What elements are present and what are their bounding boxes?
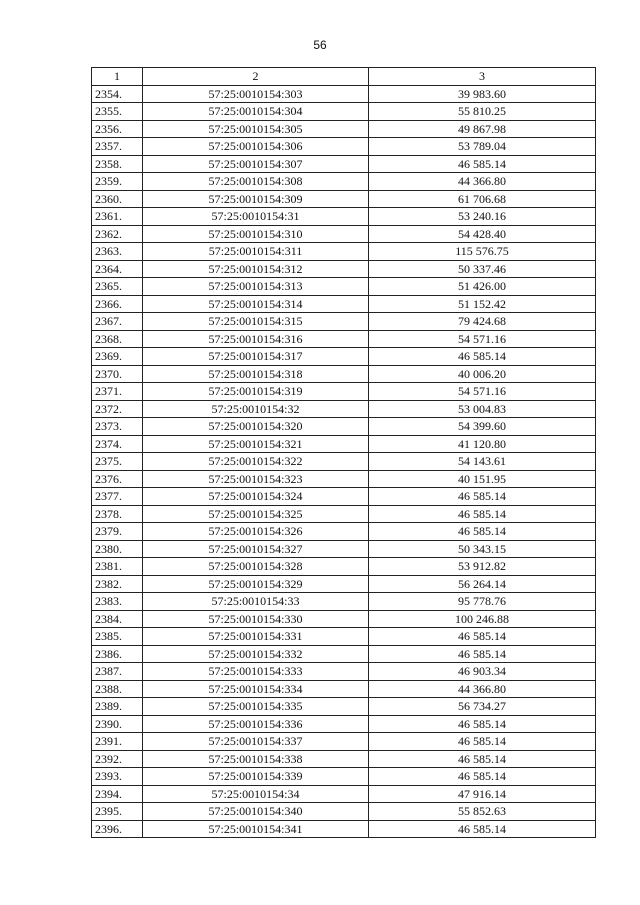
row-number-cell: 2377. (92, 488, 143, 506)
table-row (92, 820, 596, 838)
table-row (92, 628, 596, 646)
value-cell: 39 983.60 (369, 85, 596, 103)
row-number-cell: 2362. (92, 225, 143, 243)
table-row (92, 243, 596, 261)
table-row (92, 260, 596, 278)
table-row (92, 523, 596, 541)
row-number-cell: 2379. (92, 523, 143, 541)
value-cell: 46 585.14 (369, 505, 596, 523)
table-row (92, 365, 596, 383)
cadastral-number-cell: 57:25:0010154:317 (143, 348, 369, 366)
table-row (92, 733, 596, 751)
row-number-cell: 2383. (92, 593, 143, 611)
row-number-cell: 2387. (92, 663, 143, 681)
row-number-cell: 2360. (92, 190, 143, 208)
table-row (92, 348, 596, 366)
row-number-cell: 2368. (92, 330, 143, 348)
row-number-cell: 2365. (92, 278, 143, 296)
table-row (92, 103, 596, 121)
table-row (92, 558, 596, 576)
table-row (92, 470, 596, 488)
row-number-cell: 2386. (92, 645, 143, 663)
value-cell: 46 585.14 (369, 155, 596, 173)
row-number-cell: 2394. (92, 785, 143, 803)
cadastral-number-cell: 57:25:0010154:315 (143, 313, 369, 331)
cadastral-number-cell: 57:25:0010154:329 (143, 575, 369, 593)
row-number-cell: 2390. (92, 715, 143, 733)
cadastral-number-cell: 57:25:0010154:324 (143, 488, 369, 506)
cadastral-number-cell: 57:25:0010154:308 (143, 173, 369, 191)
row-number-cell: 2376. (92, 470, 143, 488)
cadastral-number-cell: 57:25:0010154:334 (143, 680, 369, 698)
table-row (92, 803, 596, 821)
row-number-cell: 2356. (92, 120, 143, 138)
table-row (92, 400, 596, 418)
value-cell: 95 778.76 (369, 593, 596, 611)
table-row (92, 785, 596, 803)
column-header-1: 1 (92, 68, 143, 86)
value-cell: 44 366.80 (369, 680, 596, 698)
cadastral-number-cell: 57:25:0010154:305 (143, 120, 369, 138)
row-number-cell: 2370. (92, 365, 143, 383)
value-cell: 79 424.68 (369, 313, 596, 331)
value-cell: 50 337.46 (369, 260, 596, 278)
value-cell: 53 789.04 (369, 138, 596, 156)
row-number-cell: 2392. (92, 750, 143, 768)
column-header-2: 2 (143, 68, 369, 86)
cadastral-number-cell: 57:25:0010154:313 (143, 278, 369, 296)
value-cell: 115 576.75 (369, 243, 596, 261)
value-cell: 46 585.14 (369, 733, 596, 751)
value-cell: 40 006.20 (369, 365, 596, 383)
table-row (92, 208, 596, 226)
value-cell: 54 399.60 (369, 418, 596, 436)
row-number-cell: 2382. (92, 575, 143, 593)
value-cell: 46 585.14 (369, 523, 596, 541)
column-header-3: 3 (369, 68, 596, 86)
cadastral-number-cell: 57:25:0010154:312 (143, 260, 369, 278)
cadastral-number-cell: 57:25:0010154:304 (143, 103, 369, 121)
row-number-cell: 2391. (92, 733, 143, 751)
row-number-cell: 2374. (92, 435, 143, 453)
row-number-cell: 2361. (92, 208, 143, 226)
table-row (92, 313, 596, 331)
row-number-cell: 2354. (92, 85, 143, 103)
value-cell: 46 585.14 (369, 645, 596, 663)
table-header-row (92, 68, 596, 86)
value-cell: 54 571.16 (369, 383, 596, 401)
value-cell: 53 004.83 (369, 400, 596, 418)
value-cell: 55 852.63 (369, 803, 596, 821)
value-cell: 56 734.27 (369, 698, 596, 716)
cadastral-number-cell: 57:25:0010154:316 (143, 330, 369, 348)
cadastral-number-cell: 57:25:0010154:322 (143, 453, 369, 471)
value-cell: 46 585.14 (369, 488, 596, 506)
cadastral-number-cell: 57:25:0010154:34 (143, 785, 369, 803)
row-number-cell: 2369. (92, 348, 143, 366)
value-cell: 46 585.14 (369, 715, 596, 733)
cadastral-number-cell: 57:25:0010154:331 (143, 628, 369, 646)
table-row (92, 85, 596, 103)
table-row (92, 453, 596, 471)
cadastral-number-cell: 57:25:0010154:339 (143, 768, 369, 786)
row-number-cell: 2375. (92, 453, 143, 471)
table-row (92, 575, 596, 593)
cadastral-number-cell: 57:25:0010154:326 (143, 523, 369, 541)
value-cell: 46 903.34 (369, 663, 596, 681)
cadastral-number-cell: 57:25:0010154:336 (143, 715, 369, 733)
row-number-cell: 2371. (92, 383, 143, 401)
value-cell: 61 706.68 (369, 190, 596, 208)
row-number-cell: 2355. (92, 103, 143, 121)
cadastral-number-cell: 57:25:0010154:327 (143, 540, 369, 558)
cadastral-number-cell: 57:25:0010154:311 (143, 243, 369, 261)
table-row (92, 418, 596, 436)
value-cell: 50 343.15 (369, 540, 596, 558)
page-number: 56 (313, 38, 327, 52)
value-cell: 54 428.40 (369, 225, 596, 243)
cadastral-number-cell: 57:25:0010154:31 (143, 208, 369, 226)
table-row (92, 383, 596, 401)
row-number-cell: 2380. (92, 540, 143, 558)
table-row (92, 278, 596, 296)
row-number-cell: 2363. (92, 243, 143, 261)
value-cell: 54 571.16 (369, 330, 596, 348)
row-number-cell: 2367. (92, 313, 143, 331)
cadastral-number-cell: 57:25:0010154:333 (143, 663, 369, 681)
value-cell: 53 912.82 (369, 558, 596, 576)
cadastral-number-cell: 57:25:0010154:319 (143, 383, 369, 401)
row-number-cell: 2395. (92, 803, 143, 821)
table-row (92, 768, 596, 786)
cadastral-number-cell: 57:25:0010154:332 (143, 645, 369, 663)
table-row (92, 435, 596, 453)
value-cell: 100 246.88 (369, 610, 596, 628)
table-row (92, 138, 596, 156)
cadastral-number-cell: 57:25:0010154:328 (143, 558, 369, 576)
value-cell: 49 867.98 (369, 120, 596, 138)
cadastral-number-cell: 57:25:0010154:318 (143, 365, 369, 383)
table-row (92, 610, 596, 628)
cadastral-number-cell: 57:25:0010154:323 (143, 470, 369, 488)
table-row (92, 120, 596, 138)
table-row (92, 698, 596, 716)
table-row (92, 295, 596, 313)
value-cell: 46 585.14 (369, 750, 596, 768)
value-cell: 46 585.14 (369, 768, 596, 786)
row-number-cell: 2373. (92, 418, 143, 436)
row-number-cell: 2396. (92, 820, 143, 838)
value-cell: 46 585.14 (369, 628, 596, 646)
row-number-cell: 2385. (92, 628, 143, 646)
cadastral-number-cell: 57:25:0010154:320 (143, 418, 369, 436)
table-row (92, 488, 596, 506)
row-number-cell: 2366. (92, 295, 143, 313)
row-number-cell: 2372. (92, 400, 143, 418)
table-row (92, 663, 596, 681)
cadastral-number-cell: 57:25:0010154:335 (143, 698, 369, 716)
row-number-cell: 2357. (92, 138, 143, 156)
cadastral-number-cell: 57:25:0010154:310 (143, 225, 369, 243)
row-number-cell: 2364. (92, 260, 143, 278)
cadastral-number-cell: 57:25:0010154:338 (143, 750, 369, 768)
cadastral-number-cell: 57:25:0010154:330 (143, 610, 369, 628)
value-cell: 55 810.25 (369, 103, 596, 121)
table-row (92, 173, 596, 191)
table-row (92, 593, 596, 611)
row-number-cell: 2384. (92, 610, 143, 628)
table-row (92, 190, 596, 208)
cadastral-number-cell: 57:25:0010154:32 (143, 400, 369, 418)
table-row (92, 645, 596, 663)
value-cell: 40 151.95 (369, 470, 596, 488)
table-row (92, 330, 596, 348)
row-number-cell: 2388. (92, 680, 143, 698)
table-row (92, 155, 596, 173)
table-body (92, 85, 596, 838)
value-cell: 51 152.42 (369, 295, 596, 313)
value-cell: 41 120.80 (369, 435, 596, 453)
table-row (92, 540, 596, 558)
value-cell: 46 585.14 (369, 348, 596, 366)
table-row (92, 225, 596, 243)
cadastral-number-cell: 57:25:0010154:307 (143, 155, 369, 173)
value-cell: 47 916.14 (369, 785, 596, 803)
value-cell: 54 143.61 (369, 453, 596, 471)
row-number-cell: 2381. (92, 558, 143, 576)
value-cell: 53 240.16 (369, 208, 596, 226)
value-cell: 46 585.14 (369, 820, 596, 838)
row-number-cell: 2378. (92, 505, 143, 523)
value-cell: 56 264.14 (369, 575, 596, 593)
table-row (92, 505, 596, 523)
cadastral-number-cell: 57:25:0010154:325 (143, 505, 369, 523)
row-number-cell: 2393. (92, 768, 143, 786)
cadastral-number-cell: 57:25:0010154:33 (143, 593, 369, 611)
cadastral-number-cell: 57:25:0010154:321 (143, 435, 369, 453)
cadastral-number-cell: 57:25:0010154:340 (143, 803, 369, 821)
cadastral-number-cell: 57:25:0010154:303 (143, 85, 369, 103)
cadastral-number-cell: 57:25:0010154:337 (143, 733, 369, 751)
cadastral-number-cell: 57:25:0010154:341 (143, 820, 369, 838)
value-cell: 51 426.00 (369, 278, 596, 296)
table-row (92, 680, 596, 698)
cadastral-number-cell: 57:25:0010154:314 (143, 295, 369, 313)
row-number-cell: 2389. (92, 698, 143, 716)
table-row (92, 715, 596, 733)
table-row (92, 750, 596, 768)
value-cell: 44 366.80 (369, 173, 596, 191)
cadastral-number-cell: 57:25:0010154:309 (143, 190, 369, 208)
row-number-cell: 2359. (92, 173, 143, 191)
row-number-cell: 2358. (92, 155, 143, 173)
cadastral-number-cell: 57:25:0010154:306 (143, 138, 369, 156)
cadastral-table (91, 67, 596, 838)
